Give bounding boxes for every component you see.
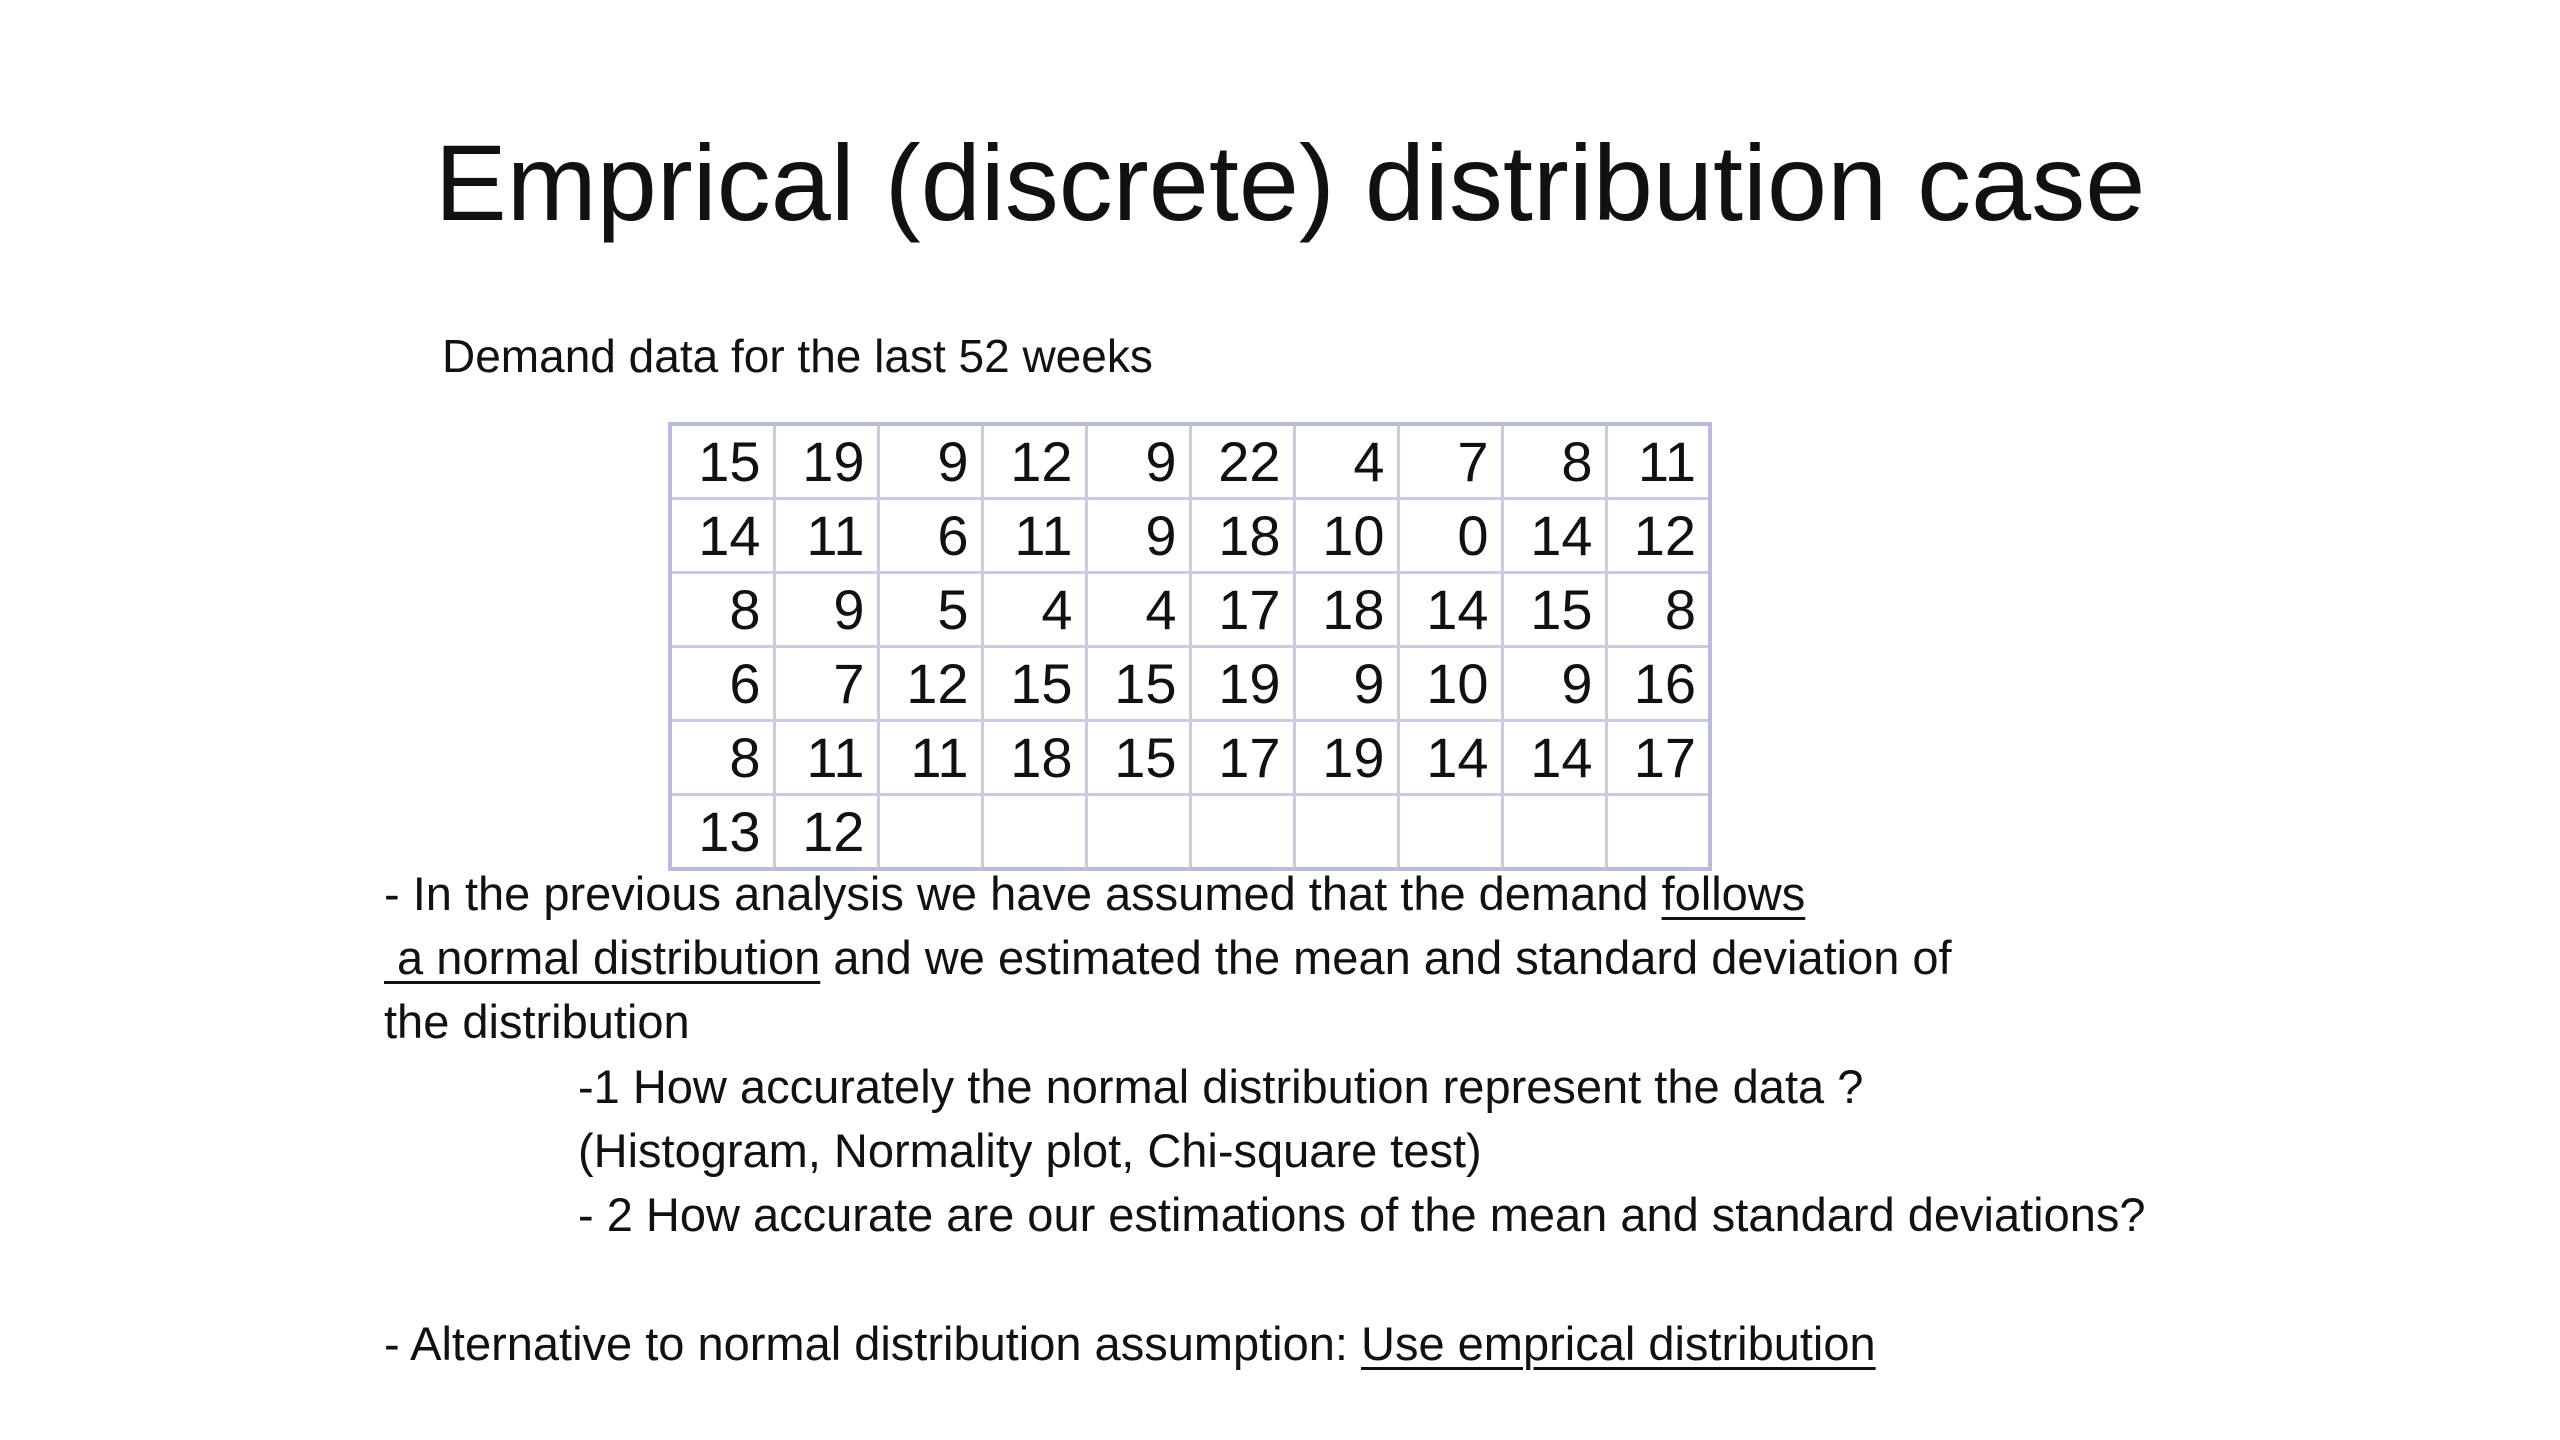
table-cell: 12 — [982, 424, 1086, 499]
table-cell: 15 — [1502, 573, 1606, 647]
table-cell: 12 — [878, 647, 982, 721]
paragraph-line-3: the distribution — [384, 995, 690, 1048]
table-cell: 4 — [982, 573, 1086, 647]
table-cell: 8 — [670, 573, 774, 647]
table-cell: 11 — [774, 721, 878, 795]
table-cell: 14 — [670, 499, 774, 573]
alternative-line — [384, 1312, 1876, 1376]
table-cell: 12 — [1606, 499, 1710, 573]
table-cell: 14 — [1502, 499, 1606, 573]
table-cell: 17 — [1606, 721, 1710, 795]
table-cell: 12 — [774, 795, 878, 870]
table-cell: 14 — [1398, 721, 1502, 795]
table-cell: 11 — [982, 499, 1086, 573]
table-cell: 16 — [1606, 647, 1710, 721]
table-cell: 4 — [1294, 424, 1398, 499]
table-cell — [1294, 795, 1398, 870]
slide-title: Emprical (discrete) distribution case — [434, 122, 2146, 243]
demand-table — [668, 422, 1712, 871]
table-cell: 18 — [1190, 499, 1294, 573]
underlined-use-emprical: Use emprical distribution — [1361, 1317, 1876, 1370]
question-2: - 2 How accurate are our estimations of the mean and standard deviations? — [578, 1188, 2146, 1241]
table-cell: 11 — [774, 499, 878, 573]
underlined-follows: follows — [1661, 867, 1806, 920]
table-cell: 19 — [1190, 647, 1294, 721]
table-cell: 4 — [1086, 573, 1190, 647]
underlined-normal-distribution: a normal distribution — [384, 931, 821, 984]
table-cell: 9 — [1086, 424, 1190, 499]
table-cell: 15 — [1086, 647, 1190, 721]
table-cell: 9 — [878, 424, 982, 499]
table-cell — [1502, 795, 1606, 870]
table-cell — [1190, 795, 1294, 870]
table-row — [670, 499, 1710, 573]
table-cell: 0 — [1398, 499, 1502, 573]
paragraph-line-1 — [384, 862, 1805, 926]
table-cell: 8 — [670, 721, 774, 795]
demand-table-body — [670, 424, 1710, 869]
table-cell: 22 — [1190, 424, 1294, 499]
table-row — [670, 573, 1710, 647]
table-cell — [1086, 795, 1190, 870]
paragraph-suffix: and we estimated the mean and standard deviation of — [820, 931, 1952, 984]
table-cell: 11 — [878, 721, 982, 795]
table-cell: 17 — [1190, 721, 1294, 795]
table-cell: 18 — [1294, 573, 1398, 647]
table-cell: 19 — [774, 424, 878, 499]
table-cell: 8 — [1502, 424, 1606, 499]
table-cell: 15 — [1086, 721, 1190, 795]
paragraph-prefix: - In the previous analysis we have assumed that the demand — [384, 867, 1662, 920]
table-cell: 9 — [1294, 647, 1398, 721]
table-cell: 9 — [1502, 647, 1606, 721]
table-cell: 9 — [1086, 499, 1190, 573]
question-1: -1 How accurately the normal distribution represent the data ? — [578, 1060, 1864, 1113]
table-cell: 19 — [1294, 721, 1398, 795]
table-cell: 7 — [1398, 424, 1502, 499]
table-cell: 11 — [1606, 424, 1710, 499]
table-row — [670, 721, 1710, 795]
table-cell: 10 — [1398, 647, 1502, 721]
table-cell: 14 — [1398, 573, 1502, 647]
table-cell: 6 — [878, 499, 982, 573]
table-cell — [1398, 795, 1502, 870]
table-row — [670, 647, 1710, 721]
table-cell: 7 — [774, 647, 878, 721]
table-cell — [878, 795, 982, 870]
table-cell: 15 — [982, 647, 1086, 721]
table-cell — [1606, 795, 1710, 870]
table-cell — [982, 795, 1086, 870]
table-row — [670, 424, 1710, 499]
slide-subtitle: Demand data for the last 52 weeks — [442, 330, 1153, 382]
table-cell: 17 — [1190, 573, 1294, 647]
paragraph-line-2 — [384, 926, 1952, 990]
table-cell: 6 — [670, 647, 774, 721]
table-cell: 14 — [1502, 721, 1606, 795]
table-row — [670, 795, 1710, 870]
table-cell: 10 — [1294, 499, 1398, 573]
table-cell: 8 — [1606, 573, 1710, 647]
question-1-methods: (Histogram, Normality plot, Chi-square test) — [578, 1124, 1482, 1177]
table-cell: 13 — [670, 795, 774, 870]
table-cell: 18 — [982, 721, 1086, 795]
alternative-prefix: - Alternative to normal distribution assumption: — [384, 1317, 1362, 1370]
table-cell: 15 — [670, 424, 774, 499]
table-cell: 9 — [774, 573, 878, 647]
table-cell: 5 — [878, 573, 982, 647]
